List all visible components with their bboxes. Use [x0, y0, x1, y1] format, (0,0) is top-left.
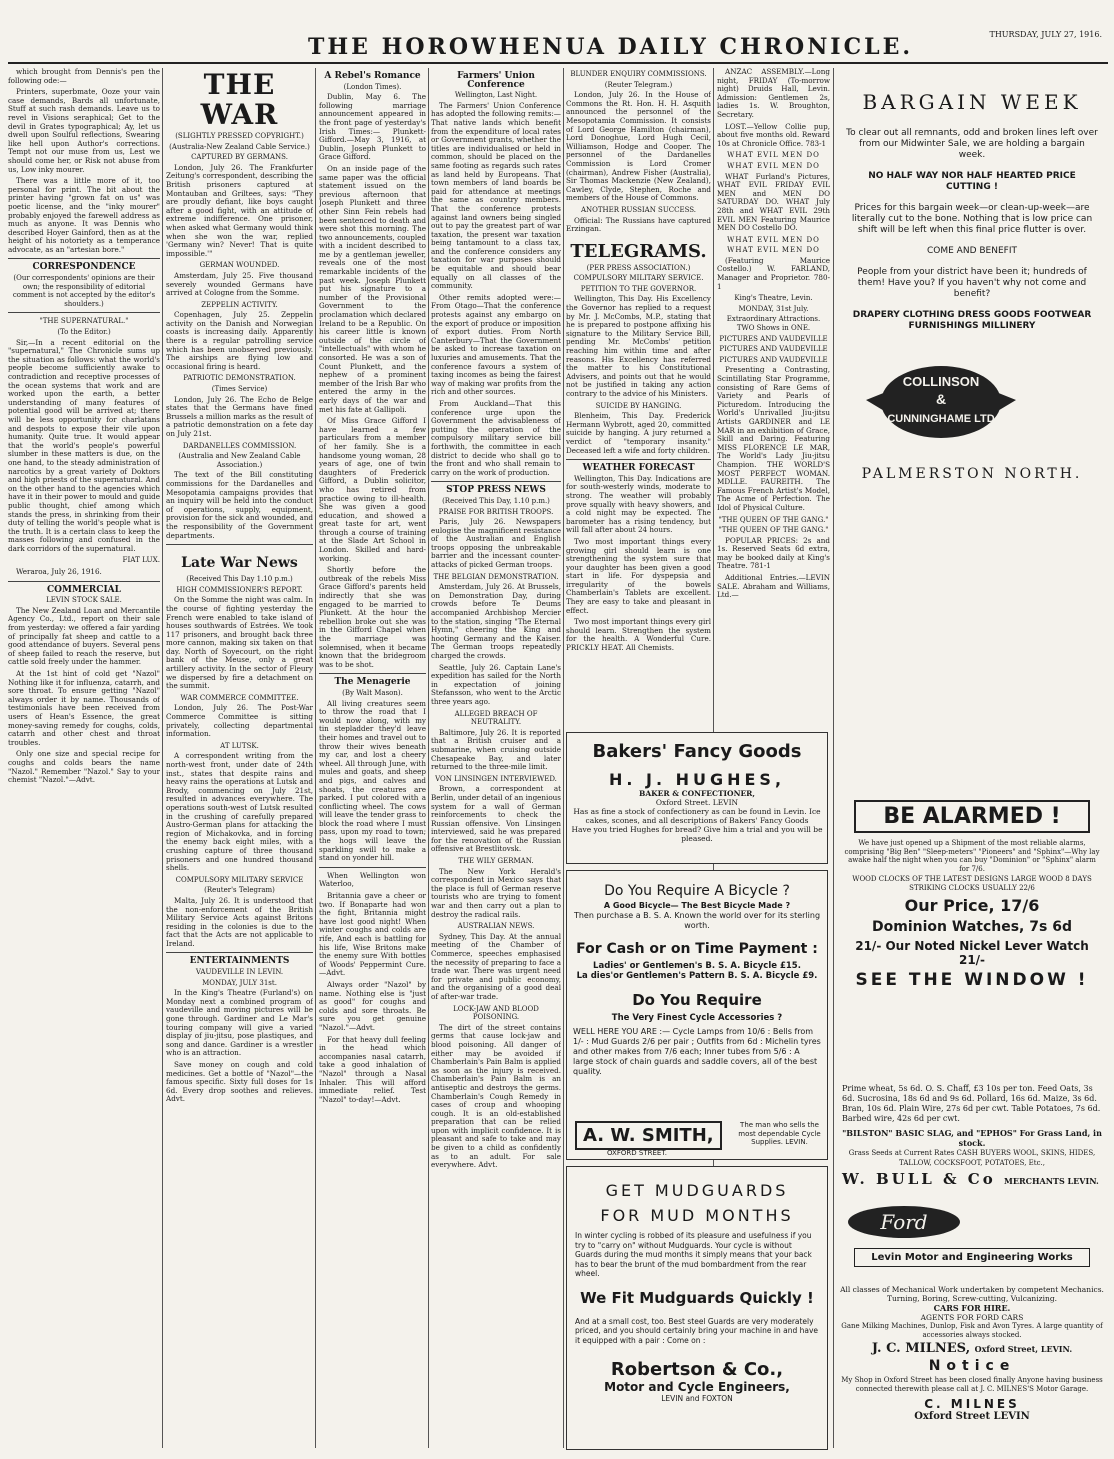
section-heading: THE WILY GERMAN. [458, 857, 534, 866]
smith-address: OXFORD STREET. [607, 1149, 667, 1157]
section-heading: VAUDEVILLE IN LEVIN. [195, 968, 284, 977]
correspondence-heading: CORRESPONDENCE [32, 262, 136, 273]
letter-salutation: (To the Editor.) [57, 328, 111, 337]
bargain-title: BARGAIN WEEK [862, 90, 1082, 114]
what-evil-banner: WHAT EVIL MEN DO [727, 151, 820, 160]
film-title: "THE QUEEN OF THE GANG." [718, 515, 829, 524]
see-window: SEE THE WINDOW ! [855, 970, 1089, 990]
bakers-ad [566, 732, 828, 864]
robertson-trade: Motor and Cycle Engineers, [604, 1380, 790, 1394]
cars-for-hire: CARS FOR HIRE. [933, 1303, 1011, 1313]
article-body: The Farmers' Union Conference has adopted the following remits:— That native lands which benefit from the expenditure of local rates or Government grants, whether the titles are individualised or held in common, should be placed on the same footing as regards such rates as land held by Europeans. That town members of land boards be paid for attendance at meetings the same as country members. That the conference protests against land owners being singled out to pay the greatest part of war taxation, the present war taxation being tantamount to a class tax, and the conference considers any taxation for war purposes should be equitable and should bear equally on all classes of the community. [431, 100, 561, 291]
article-body: All living creatures seem to throw the road that I would now along, with my tin stepladder they'd leave their homes and travel out to throw their wives beneath my car, and lost a cheery wheel. All through June, with mules and goats, and sheep and pigs, and calves and shoats, the creatures are parked. I put colored with a conflicting wheel. The cows will leave the tender grass to block the road where I must pass, upon my road to town; the hogs will leave the sparkling swill to make a stand on yonder hill. [319, 698, 426, 863]
column-6 [717, 68, 830, 728]
collinson-crest-icon [846, 352, 1036, 452]
author-note: (By Walt Mason). [342, 688, 403, 697]
article-body: London, July 26. The Frankfurter Zeitung's correspondent, describing the British prisoners captured at Montauban and Griltees, says: "They are proudly defiant, like boys caught after a good fight, with an attitude of extreme indifference. One prisoner, when asked what Germany would think when she won the war, replied 'Germany win? Never! That is quite impossible.'" [166, 162, 313, 258]
classified-ad: ANZAC ASSEMBLY.—Long night, FRIDAY (To-morrow night) Druids Hall, Levin. Admission: Gentlemen 2s, ladies 1s. W. Broughton, Secretary. [717, 68, 830, 119]
cash-heading: For Cash or on Time Payment : [576, 941, 818, 957]
ford-logo-icon [844, 1204, 964, 1240]
divider [166, 952, 313, 953]
levin-motor-body: All classes of Mechanical Work undertaken by competent Mechanics. Turning, Boring, Screw-cutting, Vulcanizing. [840, 1285, 1104, 1303]
late-war-news-heading: Late War News [181, 555, 298, 572]
theatre-heading: King's Theatre, Levin. [734, 294, 813, 303]
pictures-banner: PICTURES AND VAUDEVILLE [719, 355, 828, 364]
notice-ad [836, 1285, 1108, 1455]
mudguard-fit: We Fit Mudguards Quickly ! [580, 1288, 814, 1307]
column-4 [431, 68, 561, 1448]
bargain-text: NO HALF WAY NOR HALF HEARTED PRICE CUTTING ! [868, 171, 1076, 192]
letter-body: Sir,—In a recent editorial on the "supernatural," The Chronicle sums up the situation as follows: what the world's people become sufficiently awake to contradiction and receptive processes of the ocean systems that work and are worked upon the earth, a better understanding of many features of potential good will be arrived at; there will be less opportunity for charlatans and despots to expose their vile upon humanity. Quite true. It would appear that the world's people's powerful slumber in these matters is due, on the one hand, to the steady administration of narcotics by a great variety of Doktors and high priests of the supernatural. And on the other hand to the agencies which have it in their power to mould and guide public thought, chief among which stands the press, in shrinking from their duty of telling the world's people what is the truth. It is a certain class to keep the masses following and confused in the dark corridors of the supernatural. [8, 337, 160, 553]
section-heading: LOCK-JAW AND BLOOD POISONING. [453, 1004, 539, 1022]
section-heading: VON LINSINGEN INTERVIEWED. [435, 774, 557, 783]
stop-press-heading: STOP PRESS NEWS [446, 485, 546, 496]
clock-note: WOOD CLOCKS OF THE LATEST DESIGNS LARGE WOOD 8 DAYS STRIKING CLOCKS USUALLY 22/6 [852, 875, 1092, 892]
what-evil-banner: WHAT EVIL MEN DO [727, 161, 820, 170]
nazol-advert: At the 1st hint of cold get "Nazol" Nothing like it for influenza, catarrh, and sore throat. To ensure getting "Nazol" always order it by name. Thousands of testimonials have been received from users of Hean's Essence, the great money-saving remedy for coughs, colds, catarrh and other chest and throat troubles. [8, 669, 160, 747]
cable-service: (Australia-New Zealand Cable Service.) [169, 142, 310, 151]
farmers-union-heading: Farmers' Union Conference [457, 71, 535, 90]
article-body: London, July 26. In the House of Commons the Rt. Hon. H. H. Asquith announced the personnel of the Mesopotamia Commission. It consists of Lord George Hamilton (chairman), Lord Donoghue, Lord Hugh Cecil, Williamson, Hodge and Cooper. The personnel of the Dardanelles Commission is Lord Cromer (chairman), Andrew Fisher (Australia), Sir Thomas Mackenzie (New Zealand), Cawley, Clyde, Stephen, Roche and members of the House of Commons. [566, 90, 711, 203]
letter-signoff: FIAT LUX. [122, 555, 160, 565]
verse-heading: When Wellington won Waterloo, [319, 870, 426, 889]
section-heading: GERMAN WOUNDED. [199, 261, 280, 270]
bargain-departments: DRAPERY CLOTHING DRESS GOODS FOOTWEAR FURNISHINGS MILLINERY [852, 310, 1092, 331]
nazol-advert: For that heavy dull feeling in the head which accompanies nasal catarrh, take a good inhalation of "Nazol" through a Nasal Inhaler. This will afford immediate relief. Test "Nazol" to-day!—Advt. [319, 1034, 426, 1104]
article-body: A correspondent writing from the north-west front, under date of 24th inst., states that despite rains and heavy rains the operations at Lutsk and Brody, commencing on July 21st, resulted in advances everywhere. The operations south-west of Lutsk resulted in the crushing of carefully prepared Austro-German plans for attacking the region of Michakovka, and in forcing the enemy back eight miles, with a crushing capture of three thousand prisoners and one hundred thousand shells. [166, 751, 313, 873]
verse-body: Britannia gave a cheer or two. If Bonaparte had won the fight, Britannia might have lost good night! When winter coughs and colds are rife, And each is battling for his life, Wise Britons make the enemy sure With bottles of Woods' Peppermint Cure.—Advt. [319, 891, 426, 978]
section-heading: COMPULSORY MILITARY SERVICE. [573, 274, 704, 283]
letter-dateline: Weraroa, July 26, 1916. [16, 567, 102, 577]
mudguard-body: And at a small cost, too. Best steel Guards are very moderately priced, and you should certainly bring your machine in and have it equipped with a pair : Come on : [575, 1316, 818, 1345]
bakers-title: Bakers' Fancy Goods [592, 741, 802, 762]
article-body: There was a little more of it, too personal for print. The bit about the printer having "grown fat on us" was poetic license, and the "inky mourer" probably enjoyed the farewell address as much as anyone. It was Dennis who described Hoyer Gainford, then as at the height of his notoriety as a temperance advocate, as an "artesian bore." [8, 176, 160, 254]
what-evil-banner: WHAT EVIL MEN DO [727, 246, 820, 255]
event-date: MONDAY, JULY 31st. [202, 978, 277, 987]
stock-sale-heading: LEVIN STOCK SALE. [46, 596, 122, 605]
require-heading: Do You Require [632, 991, 762, 1009]
section-heading: CAPTURED BY GERMANS. [191, 153, 288, 162]
section-heading: WAR COMMERCE COMMITTEE. [180, 693, 299, 702]
column-1 [8, 68, 160, 1448]
section-heading: ANOTHER RUSSIAN SUCCESS. [580, 205, 697, 214]
section-heading: SUICIDE BY HANGING. [595, 401, 682, 410]
nickel-price: 21/- Our Noted Nickel Lever Watch 21/- [855, 939, 1089, 967]
correspondence-note: (Our correspondents' opinions are their own; the responsibility of editorial comment is not accepted by the editor's shoulders.) [12, 274, 156, 308]
service-note: (Reuter Telegram.) [604, 80, 673, 89]
baker-trade: BAKER & CONFECTIONER, [638, 789, 756, 798]
section-heading: PETITION TO THE GOVERNOR. [580, 284, 697, 293]
bicycle-question: Do You Require A Bicycle ? [604, 883, 790, 899]
notice-body: My Shop in Oxford Street has been closed finally Anyone having business connected therewith please call at J. C. MILNES'S Motor Garage. [841, 1376, 1103, 1393]
masthead [8, 30, 1108, 64]
pictures-ad: WHAT Furland's Pictures, WHAT EVIL FRIDAY EVIL MEN and MEN DO SATURDAY DO. WHAT July 28th and WHAT EVIL 29th EVIL MEN Featuring Maurice MEN DO Costello DO. [717, 171, 830, 233]
bargain-text: Prices for this bargain week—or clean-up-week—are literally cut to the bone. Nothing that is low price can shift will be left when this final price flutter is over. [851, 203, 1093, 235]
seeds-note: Grass Seeds at Current Rates CASH BUYERS WOOL, SKINS, HIDES, TALLOW, COCKSFOOT, POTATOES, Etc., [848, 1149, 1096, 1167]
paper-title: THE HOROWHENUA DAILY CHRONICLE. [308, 34, 914, 60]
commercial-heading: COMMERCIAL [47, 584, 121, 595]
bargain-text: COME AND BENEFIT [927, 246, 1017, 256]
levin-motor-title: Levin Motor and Engineering Works [854, 1248, 1090, 1267]
accessories-list: WELL HERE YOU ARE :— Cycle Lamps from 10/6 : Bells from 1/- : Mud Guards 2/6 per pair ; Outfits from 6d : Michelin tyres and other makes from 7/6 each; Inner tubes from 5/6 : A large stock of chain guards and saddle covers, all of the best quality. [573, 1027, 821, 1076]
column-rule [428, 68, 429, 1448]
divider [166, 544, 313, 545]
bargain-text: People from your district have been it; hundreds of them! Have you? If you haven't why not come and benefit? [857, 267, 1087, 299]
article-body: Brown, a correspondent at Berlin, under detail of an ingenious system for a wall of German reinforcements to check the Russian offensive. Von Linsingen interviewed, said he was prepared for the renovation of the Russian offensive at Brestlitovsk. [431, 784, 561, 854]
robertson-name: Robertson & Co., [610, 1359, 784, 1380]
bicycle-price: La dies'or Gentlemen's Pattern B. S. A. Bicycle £9. [576, 971, 818, 981]
crest-ampersand: & [935, 391, 947, 407]
rebels-romance-heading: A Rebel's Romance [324, 71, 421, 81]
notice-address: Oxford Street LEVIN [914, 1411, 1030, 1422]
mudguard-heading: GET MUDGUARDS [605, 1181, 789, 1200]
dominion-price: Dominion Watches, 7s 6d [872, 919, 1072, 935]
crest-name: CUNNINGHAME LTD [887, 413, 995, 425]
article-body: The text of the Bill constituting commissions for the Dardanelles and Mesopotamia campaigns provides that an inquiry will be held into the conduct of operations, supply, equipment, provision for the sick and wounded, and the responsibility of the Government departments. [166, 470, 313, 540]
article-body: London, July 26. The Post-War Commerce Committee is sitting privately, collecting departmental information. [166, 703, 313, 739]
bargain-text: To clear out all remnants, odd and broken lines left over from our Midwinter Sale, we are holding a bargain week. [846, 128, 1098, 160]
article-body: Sydney, This Day. At the annual meeting of the Chamber of Commerce, speeches emphasised the necessity of preparing to face a trade war. There was urgent need for private and public economy, and the organising of a good deal of after-war trade. [431, 931, 561, 1001]
divider [431, 481, 561, 482]
nazol-advert: Only one size and special recipe for coughs and colds bears the name "Nazol." Remember "Nazol." Say to your chemist "Nazol."—Advt. [8, 749, 160, 785]
accessories-heading: The Very Finest Cycle Accessories ? [611, 1013, 783, 1023]
mudguard-ad [566, 1166, 828, 1450]
divider [566, 459, 711, 460]
auction-note: Additional Entries.—LEVIN SALE. Abraham and Williams, Ltd.— [717, 573, 830, 600]
article-body: The New York Herald's correspondent in Mexico says that the place is full of German reserve tourists who are trying to foment war and then carry out a plan to destroy the radical rails. [431, 866, 561, 919]
prices-note: POPULAR PRICES: 2s and 1s. Reserved Seats 6d extra, may be booked daily at King's Theatre. 781-1 [717, 535, 830, 571]
section-heading: AUSTRALIAN NEWS. [457, 922, 535, 931]
divider [319, 867, 426, 868]
the-war-heading: THE WAR [200, 68, 279, 131]
telegrams-heading: TELEGRAMS. [570, 240, 707, 262]
article-body: Amsterdam, July 26. At Brussels, on Demonstration Day, during crowds before Te Deums accompanied Archbishop Mercier to the station, singing "The Eternal Hymn," cheering the King and hooting Germany and the Kaiser. The German troops repeatedly charged the crowds. [431, 582, 561, 660]
crest-name: COLLINSON [902, 374, 980, 389]
nazol-advert: Always order "Nazol" by name. Nothing else is "just as good" for coughs and colds and sore throats. Be sure you get genuine "Nazol."—Advt. [319, 979, 426, 1032]
section-heading: DARDANELLES COMMISSION. [182, 441, 297, 450]
our-price: Our Price, 17/6 [904, 896, 1040, 915]
article-body: On the Somme the night was calm. In the course of fighting yesterday the French were enabled to take island of houses southwards of Estrées. We took 117 prisoners, and brought back three more cannon, making six taken on that day. North of Soyecourt, on the right bank of the Meuse, only a great artillery activity. In the sector of Fleury we dispersed by fire a detachment on the summit. [166, 595, 313, 691]
entertainments-heading: ENTERTAINMENTS [189, 956, 290, 967]
service-note: (Australia and New Zealand Cable Association.) [178, 452, 301, 469]
ford-logo-text: Ford [880, 1210, 928, 1234]
bicycle-sub: Then purchase a B. S. A. Known the world over for its sterling worth. [573, 911, 821, 930]
bicycle-sub: A Good Bicycle— The Best Bicycle Made ? [603, 901, 791, 910]
be-alarmed-ad [836, 790, 1108, 1075]
article-body: Blenheim, This Day. Frederick Hermann Wybrott, aged 20, committed suicide by hanging. A jury returned a verdict of "temporary insanity." Deceased left a wife and forty children. [566, 411, 711, 455]
issue-date: THURSDAY, JULY 27, 1916. [989, 30, 1102, 39]
section-heading: BLUNDER ENQUIRY COMMISSIONS. [570, 70, 707, 78]
received-note: (Received This Day 1.10 p.m.) [186, 575, 293, 584]
article-body: Shortly before the outbreak of the rebels Miss Grace Gifford's parents held indirectly that she was engaged to be married to Plunkett. At the hour the rebellion broke out she was in the Gifford Chapel when the marriage was solemnised, when it became known that the bridegroom was to be shot. [319, 565, 426, 669]
bargain-week-ad [836, 70, 1108, 820]
article-body: On an inside page of the same paper was the official statement issued on the previous afternoon that Joseph Plunkett and three other Sinn Fein rebels had been sentenced to death and were shot this morning. The two announcements, coupled with a incident described to me by a gentleman jeweller, reveals one of the most remarkable incidents of the past week. Joseph Plunkett put his signature to a number of the Provisional Government to the proclamation which declared Ireland to be a Republic. On his career little is known outside of the circle of "intellectuals" with whom he consorted. He was a son of Count Plunkett, and the nephew of a prominent member of the Irish Bar who entered the army in the early days of the war and met his fate at Gallipoli. [319, 163, 426, 414]
article-body: Paris, July 26. Newspapers eulogise the magnificent resistance of the Australian and English troops opposing the unbreakable barrier and the incessant counter-attacks of picked German troops. [431, 517, 561, 570]
nazol-advert: Save money on cough and cold medicines. Get a bottle of "Nazol"—the famous specific. Sixty full doses for 1s 6d. Every drop soothes and relieves. Advt. [166, 1060, 313, 1104]
article-body: Two most important things every girl should learn. Strengthen the system for the health. A Wonderful Cure. PRICKLY HEAT. All Chemists. [566, 617, 711, 653]
article-body: Dublin, May 6. The following marriage announcement appeared in the front page of yesterday's Irish Times:— Plunkett-Gifford.—May 3, 1916, at Dublin, Joseph Plunkett to Grace Gifford. [319, 92, 426, 162]
stock-sale-body: The New Zealand Loan and Mercantile Agency Co., Ltd., report on their sale from yesterday: we offered a fair yarding of principally fat sheep and cattle to a good attendance of buyers. Several pens of sheep failed to reach the reserve, but cattle sold freely under the hammer. [8, 605, 160, 667]
bicycle-price: Ladies' or Gentlemen's B. S. A. Bicycle £15. [593, 961, 801, 971]
merchant-name-text: W. BULL & Co [842, 1170, 996, 1188]
robertson-place: LEVIN and FOXTON [661, 1394, 733, 1403]
article-body: Wellington, This Day. His Excellency the Governor has replied to a request by Mr. J. McCombs, M.P., stating that he is prepared to postpone affixing his signature to the Military Service Bill, pending Mr. McCombs' petition reaching him within time and after reasons. His Excellency has referred the matter to his Constitutional Advisers, and points out that he would not be justified in taking any action contrary to the advice of his Ministers. [566, 294, 711, 398]
theatre-body: Presenting a Contrasting, Scintillating Star Programme, consisting of Rare Gems of Variety and Pearls of Picturedom. Introducing the World's Unrivalled Jiu-jitsu Artists GARDINER and LE MAR in an exhibition of Grace, Skill and Daring. Featuring MISS FLORENCE LE MAR, The World's Lady Jiu-jitsu Champion. THE WORLD'S MOST PERFECT WOMAN. MDLLE. FAUREITH. The Famous French Artist's Model, The Acme of Perfection. The Idol of Physical Culture. [717, 365, 830, 512]
section-heading: THE BELGIAN DEMONSTRATION. [433, 572, 559, 581]
section-heading: COMPULSORY MILITARY SERVICE [175, 875, 304, 884]
bicycle-ad [566, 870, 828, 1160]
bull-merchants-ad [836, 1078, 1108, 1198]
what-evil-banner: WHAT EVIL MEN DO [727, 235, 820, 244]
article-body: Of Miss Grace Gifford I have learned a few particulars from a member of her family. She is a handsome young woman, 28 years of age, one of twin daughters of Frederick Gifford, a Dublin solicitor, who has retired from practice owing to ill-health. She was given a good education, and showed a great taste for art, went through a course of training at the Slade Art School in London. Skilled and hard-working. [319, 416, 426, 563]
article-body: London, July 26. The Echo de Belge states that the Germans have fined Brussels a million marks as the result of a patriotic demonstration on a fete day on July 21st. [166, 394, 313, 438]
milnes-name [836, 1341, 1108, 1356]
menagerie-heading: The Menagerie [334, 677, 411, 688]
article-body: Copenhagen, July 25. Zeppelin activity on the Danish and Norwegian coasts is increasing daily. Apparently there is a regular patrolling service which has been unobserved previously. The airships are flying low and occasional firing is heard. [166, 310, 313, 371]
letter-heading: "THE SUPERNATURAL." [39, 317, 129, 326]
mudguard-heading: FOR MUD MONTHS [600, 1206, 794, 1225]
section-heading: AT LUTSK. [220, 741, 259, 750]
notice-name: C. MILNES [924, 1397, 1020, 1411]
cable-note: (SLIGHTLY PRESSED COPYRIGHT.) [175, 132, 304, 140]
baker-name: H. J. HUGHES, [608, 770, 786, 789]
column-rule [563, 68, 564, 1448]
column-5 [566, 68, 711, 728]
column-rule [315, 68, 316, 1448]
article-body: Other remits adopted were:— From Otago—That the conference protests against any embargo on the export of produce or imposition of export duties. From North Canterbury—That the Government be asked to increase taxation on luxuries and amusements. That the conference favours a system of taxing incomes as being the fairest way of making war profits from the rich and other sources. [431, 292, 561, 397]
service-note: (PER PRESS ASSOCIATION.) [586, 263, 691, 272]
divider [8, 258, 160, 259]
divider [319, 673, 426, 674]
classified-ad: LOST.—Yellow Collie pup, about five months old. Reward 10s at Chronicle Office. 783-1 [717, 121, 830, 148]
article-body: The dirt of the street contains germs that cause lock-jaw and blood poisoning. All danger of either may be avoided if Chamberlain's Pain Balm is applied as soon as the injury is received. Chamberlain's Pain Balm is an antiseptic and destroys the germs. Chamberlain's Cough Remedy in cases of croup and whooping cough. It is an old-established preparation that can be relied upon with implicit confidence. It is pleasant and safe to take and may be given to a child as confidently as to an adult. For sale everywhere. Advt. [431, 1022, 561, 1170]
section-heading: HIGH COMMISSIONER'S REPORT. [176, 585, 303, 594]
price-list: Prime wheat, 5s 6d. O. S. Chaff, £3 10s per ton. Feed Oats, 3s 6d. Sucrosina, 18s 6d and 9s 6d. Pollard, 16s 6d. Maize, 3s 6d. Bran, 10s 6d. Plain Wire, 27s 6d per cwt. Table Potatoes, 7s 6d. Barbed wire, 42s 6d per cwt. [842, 1084, 1101, 1123]
store-city: PALMERSTON NORTH. [861, 466, 1083, 482]
article-body: Baltimore, July 26. It is reported that a British cruiser and a submarine, when cruising outside Chesapeake Bay, and later returned to the three-mile limit. [431, 727, 561, 772]
mudguard-body: In winter cycling is robbed of its pleasure and usefulness if you try to "carry on" without Mudguards. Your cycle is without Guards during the mud months it simply means that your back has to bear the brunt of the mud bombardment from the rear wheel. [575, 1231, 812, 1278]
accessories-note: Gane Milking Machines, Dunlop, Fisk and Avon Tyres. A large quantity of accessories always stocked. [841, 1322, 1103, 1339]
levin-motor-ad [836, 1200, 1108, 1280]
article-body: Seattle, July 26. Captain Lane's expedition has sailed for the North in expectation of joining Stefansson, who went to the Arctic three years ago. [431, 662, 561, 706]
article-body: In the King's Theatre (Furland's) on Monday next a combined program of vaudeville and moving pictures will be gone through. Gardiner and Le Mar's touring company will give a varied display of jiu-jitsu, pose plastiques, and song and dance. Gardiner is a wrestler who is an attraction. [166, 988, 313, 1058]
alarm-body: We have just opened up a Shipment of the most reliable alarms, comprising "Big Ben" "Sleep-meters" "Pioneers" and "Sphinx"—Why lay awake half the night when you can buy "Dominion" or "Sphinx" alarm for 7/6. [844, 839, 1100, 873]
milnes-name-text: J. C. MILNES, [871, 1341, 971, 1356]
merchant-name [842, 1170, 1102, 1188]
pictures-banner: PICTURES AND VAUDEVILLE [719, 345, 828, 354]
article-body: Official: The Russians have captured Erzingan. [566, 215, 711, 234]
column-rule [833, 68, 834, 1448]
baker-place: Oxford Street. LEVIN [655, 798, 739, 807]
dateline: Wellington, Last Night. [454, 91, 538, 100]
milnes-address: Oxford Street, LEVIN. [974, 1344, 1073, 1354]
section-heading: PRAISE FOR BRITISH TROOPS. [438, 507, 554, 516]
section-heading: ALLEGED BREACH OF NEUTRALITY. [454, 709, 538, 727]
film-title: "THE QUEEN OF THE GANG." [718, 526, 829, 535]
source-note: (London Times). [343, 82, 402, 91]
article-body: Malta, July 26. It is understood that the non-enforcement of the British Military Service Acts against Britons residing in the colonies is due to the fact that the Acts are not applicable to Ireland. [166, 895, 313, 948]
column-rule [162, 68, 163, 1448]
section-heading: ZEPPELIN ACTIVITY. [201, 300, 278, 309]
article-body: Amsterdam, July 25. Five thousand severely wounded Germans have arrived at Cologne from the Somme. [166, 270, 313, 298]
pictures-ad: (Featuring Maurice Costello.) W. FARLAND, Manager and Proprietor. 780-1 [717, 255, 830, 291]
divider [8, 581, 160, 582]
divider [8, 312, 160, 313]
service-note: (Reuter's Telegram) [204, 886, 275, 895]
column-2 [166, 68, 313, 1448]
ford-agents: AGENTS FOR FORD CARS [920, 1313, 1024, 1322]
poem-intro: which brought from Dennis's pen the following ode:— [8, 68, 160, 85]
theatre-note: Extraordinary Attractions. TWO Shows in ONE. [726, 315, 821, 333]
column-3 [319, 68, 426, 1448]
poem: Printers, superbmate, Ooze your vain case demands, Bards all unfortunate, Stuff at such rash demands. Leave us to revel in Visions seraphical; Get to the devil in Grates typographical; Ay, let us dwell upon Soulful reflections, Swearing like hell upon Author's corrections. Tempt not our muse from us, Lest we should come her, or Risk not abuse from us, Low inky mourer. [8, 87, 160, 174]
article-body: Wellington, This Day. Indications are for south-westerly winds, moderate to strong. The weather will probably prove squally with heavy showers, and a cold night may be expected. The barometer has a rising tendency, but will fall after about 24 hours. [566, 473, 711, 535]
theatre-date: MONDAY, 31st July. [738, 304, 809, 313]
pictures-banner: PICTURES AND VAUDEVILLE [719, 334, 828, 343]
bakers-body: Have you tried Hughes for bread? Give him a trial and you will be pleased. [571, 825, 823, 843]
smith-name: A. W. SMITH, [575, 1121, 722, 1150]
alarm-title: BE ALARMED ! [854, 800, 1090, 833]
received-note: (Received This Day, 1.10 p.m.) [442, 496, 550, 505]
article-body: From Auckland—That this conference urge upon the Government the advisableness of putting the operation of the compulsory military service bill forthwith, the committee in each district to decide who shall go to the front and who shall remain to carry on the work of production. [431, 398, 561, 477]
weather-heading: WEATHER FORECAST [582, 463, 695, 474]
bilston-note: "BILSTON" BASIC SLAG, and "EPHOS" For Grass Land, in stock. [842, 1128, 1102, 1148]
article-body: Two most important things every growing girl should learn is one strengthening the system sure that your daughter has been given a good start in life. For dyspepsia and irregularity of the bowels Chamberlain's Tablets are excellent. They are easy to take and pleasant in effect. [566, 536, 711, 615]
merchant-tag: MERCHANTS LEVIN. [1003, 1176, 1099, 1186]
smith-tagline: The man who sells the most dependable Cycle Supplies. LEVIN. [738, 1121, 821, 1146]
notice-title: Notice [928, 1358, 1016, 1374]
bakers-body: Has as fine a stock of confectionery as can be found in Levin. Ice cakes, scones, and all descriptions of Bakers' Fancy Goods [573, 807, 821, 825]
service-note: (Times Service) [211, 385, 268, 394]
section-heading: PATRIOTIC DEMONSTRATION. [183, 374, 296, 383]
